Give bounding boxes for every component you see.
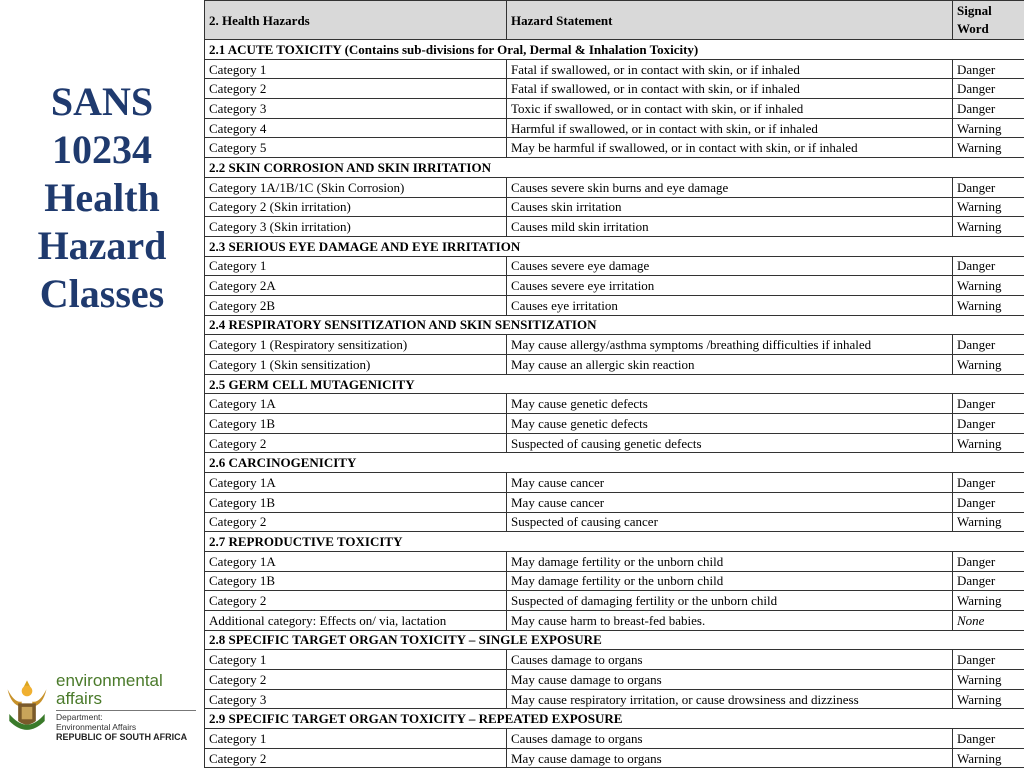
table-row [205, 650, 1024, 670]
section-heading: 2.6 CARCINOGENICITY [205, 453, 1024, 473]
table-row [205, 610, 1024, 630]
header-health-hazards: 2. Health Hazards [205, 1, 507, 40]
table-row [205, 276, 1024, 296]
table-row [205, 748, 1024, 768]
statement-cell: Causes severe eye damage [507, 256, 953, 276]
signal-word-cell: Warning [953, 217, 1024, 237]
section-heading-row [205, 630, 1024, 650]
signal-word-cell: Danger [953, 256, 1024, 276]
signal-word-cell: Danger [953, 394, 1024, 414]
category-cell: Category 1 (Skin sensitization) [205, 355, 507, 375]
signal-word-cell: Warning [953, 512, 1024, 532]
category-cell: Additional category: Effects on/ via, lactation [205, 610, 507, 630]
statement-cell: May damage fertility or the unborn child [507, 551, 953, 571]
title-line: Hazard [37, 223, 167, 268]
section-heading: 2.9 SPECIFIC TARGET ORGAN TOXICITY – REPEATED EXPOSURE [205, 709, 1024, 729]
signal-word-cell: Danger [953, 650, 1024, 670]
table-row [205, 433, 1024, 453]
table-row [205, 118, 1024, 138]
logo-name: environmental affairs [56, 671, 163, 708]
statement-cell: Suspected of causing cancer [507, 512, 953, 532]
title-line: Health [44, 175, 160, 220]
category-cell: Category 2A [205, 276, 507, 296]
section-heading: 2.4 RESPIRATORY SENSITIZATION AND SKIN SENSITIZATION [205, 315, 1024, 335]
logo-text [56, 672, 200, 742]
table-row [205, 177, 1024, 197]
signal-word-cell: Warning [953, 748, 1024, 768]
statement-cell: Suspected of causing genetic defects [507, 433, 953, 453]
section-heading-row [205, 236, 1024, 256]
statement-cell: Causes skin irritation [507, 197, 953, 217]
category-cell: Category 1 [205, 59, 507, 79]
section-heading-row [205, 453, 1024, 473]
signal-word-cell: Warning [953, 276, 1024, 296]
section-heading: 2.1 ACUTE TOXICITY (Contains sub-divisions for Oral, Dermal & Inhalation Toxicity) [205, 40, 1024, 60]
section-heading-row [205, 315, 1024, 335]
table-body [205, 40, 1024, 768]
category-cell: Category 1 (Respiratory sensitization) [205, 335, 507, 355]
category-cell: Category 3 (Skin irritation) [205, 217, 507, 237]
section-heading-row [205, 532, 1024, 552]
signal-word-cell: Warning [953, 118, 1024, 138]
table-header-row [205, 1, 1024, 40]
title-line: 10234 [52, 127, 152, 172]
statement-cell: May cause an allergic skin reaction [507, 355, 953, 375]
category-cell: Category 1A [205, 551, 507, 571]
statement-cell: Fatal if swallowed, or in contact with skin, or if inhaled [507, 79, 953, 99]
table-row [205, 138, 1024, 158]
logo-divider [56, 710, 196, 711]
header-hazard-statement: Hazard Statement [507, 1, 953, 40]
category-cell: Category 1B [205, 492, 507, 512]
signal-word-cell: None [953, 610, 1024, 630]
statement-cell: May cause genetic defects [507, 394, 953, 414]
table-row [205, 99, 1024, 119]
section-heading-row [205, 158, 1024, 178]
section-heading-row [205, 374, 1024, 394]
statement-cell: May cause cancer [507, 473, 953, 493]
table-row [205, 295, 1024, 315]
statement-cell: Causes damage to organs [507, 729, 953, 749]
statement-cell: May cause cancer [507, 492, 953, 512]
category-cell: Category 2 [205, 670, 507, 690]
table-row [205, 394, 1024, 414]
table-row [205, 217, 1024, 237]
statement-cell: Causes severe eye irritation [507, 276, 953, 296]
title-line: SANS [50, 79, 154, 124]
environmental-affairs-logo [4, 672, 200, 766]
header-signal-word: Signal Word [953, 1, 1024, 40]
statement-cell: Causes severe skin burns and eye damage [507, 177, 953, 197]
signal-word-cell: Warning [953, 355, 1024, 375]
signal-word-cell: Warning [953, 138, 1024, 158]
section-heading: 2.3 SERIOUS EYE DAMAGE AND EYE IRRITATION [205, 236, 1024, 256]
signal-word-cell: Warning [953, 197, 1024, 217]
table-row [205, 355, 1024, 375]
statement-cell: May damage fertility or the unborn child [507, 571, 953, 591]
statement-cell: May cause damage to organs [507, 748, 953, 768]
section-heading: 2.8 SPECIFIC TARGET ORGAN TOXICITY – SINGLE EXPOSURE [205, 630, 1024, 650]
signal-word-cell: Danger [953, 729, 1024, 749]
table-row [205, 689, 1024, 709]
coat-of-arms-icon [4, 676, 50, 736]
category-cell: Category 2 (Skin irritation) [205, 197, 507, 217]
section-heading: 2.5 GERM CELL MUTAGENICITY [205, 374, 1024, 394]
logo-country: REPUBLIC OF SOUTH AFRICA [56, 732, 188, 742]
signal-word-cell: Warning [953, 295, 1024, 315]
signal-word-cell: Danger [953, 99, 1024, 119]
category-cell: Category 1A [205, 394, 507, 414]
table-row [205, 197, 1024, 217]
statement-cell: Fatal if swallowed, or in contact with skin, or if inhaled [507, 59, 953, 79]
table-row [205, 492, 1024, 512]
statement-cell: Toxic if swallowed, or in contact with skin, or if inhaled [507, 99, 953, 119]
category-cell: Category 1B [205, 414, 507, 434]
table-row [205, 512, 1024, 532]
table-row [205, 59, 1024, 79]
signal-word-cell: Danger [953, 551, 1024, 571]
statement-cell: May cause allergy/asthma symptoms /breathing difficulties if inhaled [507, 335, 953, 355]
health-hazards-table [204, 0, 1024, 768]
category-cell: Category 1B [205, 571, 507, 591]
category-cell: Category 2 [205, 748, 507, 768]
statement-cell: May cause harm to breast-fed babies. [507, 610, 953, 630]
signal-word-cell: Danger [953, 571, 1024, 591]
statement-cell: May cause damage to organs [507, 670, 953, 690]
logo-sub-line: Environmental Affairs [56, 721, 137, 732]
table-row [205, 79, 1024, 99]
table-row [205, 414, 1024, 434]
table-row [205, 551, 1024, 571]
statement-cell: May cause genetic defects [507, 414, 953, 434]
table-row [205, 591, 1024, 611]
statement-cell: Causes eye irritation [507, 295, 953, 315]
category-cell: Category 1A [205, 473, 507, 493]
statement-cell: May be harmful if swallowed, or in contact with skin, or if inhaled [507, 138, 953, 158]
signal-word-cell: Danger [953, 492, 1024, 512]
category-cell: Category 2 [205, 79, 507, 99]
logo-department [56, 713, 200, 732]
statement-cell: Causes damage to organs [507, 650, 953, 670]
section-heading: 2.2 SKIN CORROSION AND SKIN IRRITATION [205, 158, 1024, 178]
signal-word-cell: Danger [953, 59, 1024, 79]
signal-word-cell: Warning [953, 433, 1024, 453]
signal-word-cell: Warning [953, 591, 1024, 611]
signal-word-cell: Warning [953, 670, 1024, 690]
category-cell: Category 5 [205, 138, 507, 158]
table-row [205, 335, 1024, 355]
statement-cell: Suspected of damaging fertility or the unborn child [507, 591, 953, 611]
category-cell: Category 2B [205, 295, 507, 315]
category-cell: Category 1 [205, 650, 507, 670]
table-row [205, 256, 1024, 276]
signal-word-cell: Danger [953, 414, 1024, 434]
section-heading-row [205, 40, 1024, 60]
category-cell: Category 1 [205, 729, 507, 749]
table-row [205, 473, 1024, 493]
section-heading: 2.7 REPRODUCTIVE TOXICITY [205, 532, 1024, 552]
statement-cell: Causes mild skin irritation [507, 217, 953, 237]
statement-cell: May cause respiratory irritation, or cause drowsiness and dizziness [507, 689, 953, 709]
slide-title [0, 78, 204, 318]
category-cell: Category 2 [205, 591, 507, 611]
table-row [205, 670, 1024, 690]
category-cell: Category 2 [205, 433, 507, 453]
signal-word-cell: Danger [953, 473, 1024, 493]
signal-word-cell: Danger [953, 335, 1024, 355]
table-row [205, 571, 1024, 591]
signal-word-cell: Danger [953, 79, 1024, 99]
title-line: Classes [39, 271, 165, 316]
signal-word-cell: Danger [953, 177, 1024, 197]
category-cell: Category 3 [205, 689, 507, 709]
table-row [205, 729, 1024, 749]
signal-word-cell: Warning [953, 689, 1024, 709]
category-cell: Category 3 [205, 99, 507, 119]
category-cell: Category 1A/1B/1C (Skin Corrosion) [205, 177, 507, 197]
statement-cell: Harmful if swallowed, or in contact with skin, or if inhaled [507, 118, 953, 138]
category-cell: Category 4 [205, 118, 507, 138]
category-cell: Category 1 [205, 256, 507, 276]
section-heading-row [205, 709, 1024, 729]
logo-sub-line: Department: [56, 712, 103, 722]
category-cell: Category 2 [205, 512, 507, 532]
